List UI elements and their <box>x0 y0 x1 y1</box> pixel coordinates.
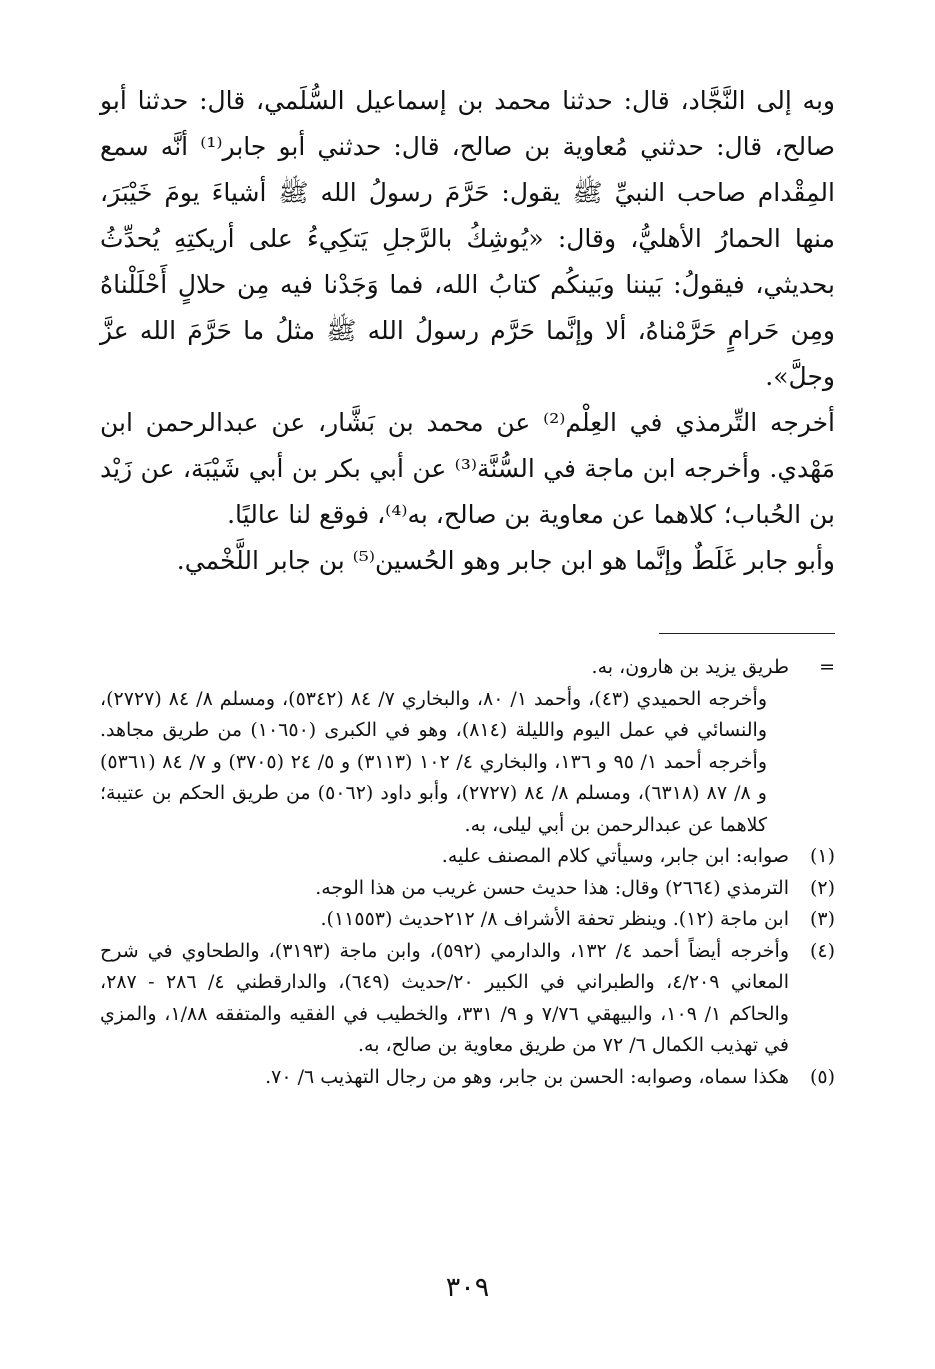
footnote-marker: = <box>819 656 835 678</box>
footnote-marker: (٣) <box>809 908 835 930</box>
paragraph-takhrij: أخرجه التِّرمذي في العِلْم⁽²⁾ عن محمد بن بَشَّار، عن عبدالرحمن ابن مَهْدي. وأخرجه ابن ماجة في السُّنَّة⁽³⁾ عن أبي بكر بن أبي شَيْبَة، عن زَيْد بن الحُباب؛ كلاهما عن معاوية بن صالح، به⁽⁴⁾، فوقع لنا عاليًا. <box>100 408 835 529</box>
footnote-marker: (١) <box>809 845 835 867</box>
footnote-marker: (٤) <box>809 939 835 962</box>
footnote-5 <box>100 1062 835 1094</box>
footnote-continuation <box>100 652 835 841</box>
footnote-text: هكذا سماه، وصوابه: الحسن بن جابر، وهو من رجال التهذيب ٦/ ٧٠. <box>265 1065 789 1088</box>
footnote-2 <box>100 873 835 905</box>
footnote-separator <box>659 633 835 634</box>
footnote-text: ابن ماجة (١٢). وينظر تحفة الأشراف ٨/ ٢١٢حديث (١١٥٥٣). <box>320 908 789 930</box>
footnote-4 <box>100 936 835 1062</box>
page-number: ٣٠٩ <box>445 1272 490 1303</box>
footnote-marker: (٥) <box>809 1065 835 1088</box>
main-text <box>100 78 835 584</box>
paragraph-correction: وأبو جابر غَلَطٌ وإنَّما هو ابن جابر وهو الحُسين⁽⁵⁾ بن جابر اللَّخْمي. <box>176 546 835 575</box>
footnote-text: وأخرجه الحميدي (٤٣)، وأحمد ١/ ٨٠، والبخاري ٧/ ٨٤ (٥٣٤٢)، ومسلم ٨/ ٨٤ (٢٧٢٧)، والنسائي في عمل اليوم والليلة (٨١٤)، وهو في الكبرى (١٠٦٥٠) من طريق مجاهد. وأخرجه أحمد ١/ ٩٥ و ١٣٦، والبخاري ٤/ ١٠٢ (٣١١٣) و ٥/ ٢٤ (٣٧٠٥) و ٧/ ٨٤ (٥٣٦١) و ٨/ ٨٧ (٦٣١٨)، ومسلم ٨/ ٨٤ (٢٧٢٧)، وأبو داود (٥٠٦٢) من طريق الحكم بن عتيبة؛ كلاهما عن عبدالرحمن بن أبي ليلى، به. <box>100 687 768 836</box>
footnotes <box>100 652 835 1093</box>
footnote-1 <box>100 841 835 873</box>
footnote-3 <box>100 904 835 936</box>
footnote-marker: (٢) <box>809 876 835 899</box>
footnote-text: وأخرجه أيضاً أحمد ٤/ ١٣٢، والدارمي (٥٩٢)، وابن ماجة (٣١٩٣)، والطحاوي في شرح المعاني ٤/٢٠٩، والطبراني في الكبير ٢٠/حديث (٦٤٩)، والدارقطني ٤/ ٢٨٦ - ٢٨٧، والحاكم ١/ ١٠٩، والبيهقي ٧/٧٦ و ٩/ ٣٣١، والخطيب في الفقيه والمتفقه ١/٨٨، والمزي في تهذيب الكمال ٦/ ٧٢ من طريق معاوية بن صالح، به. <box>100 939 789 1056</box>
footnote-text: الترمذي (٢٦٦٤) وقال: هذا حديث حسن غريب من هذا الوجه. <box>315 876 789 899</box>
footnote-text: صوابه: ابن جابر، وسيأتي كلام المصنف عليه. <box>441 845 789 867</box>
footnote-text: طريق يزيد بن هارون، به. <box>591 656 789 678</box>
paragraph-hadith: وبه إلى النَّجَّاد، قال: حدثنا محمد بن إسماعيل السُّلَمي، قال: حدثنا أبو صالح، قال: حدثني مُعاوية بن صالح، قال: حدثني أبو جابر⁽¹⁾ أنَّه سمع المِقْدام صاحب النبيِّ ﷺ يقول: حَرَّمَ رسولُ الله ﷺ أشياءَ يومَ خَيْبَرَ، منها الحمارُ الأهليُّ، وقال: «يُوشِكُ بالرَّجلِ يَتكِيءُ على أريكتِهِ يُحدِّثُ بحديثي، فيقولُ: بَيننا وبَينكُم كتابُ الله، فما وَجَدْنا فيه مِن حلالٍ أَحْلَلْناهُ ومِن حَرامٍ حَرَّمْناهُ، ألا وإنَّما حَرَّم رسولُ الله ﷺ مثلُ ما حَرَّمَ الله عزَّ وجلَّ». <box>100 86 836 391</box>
